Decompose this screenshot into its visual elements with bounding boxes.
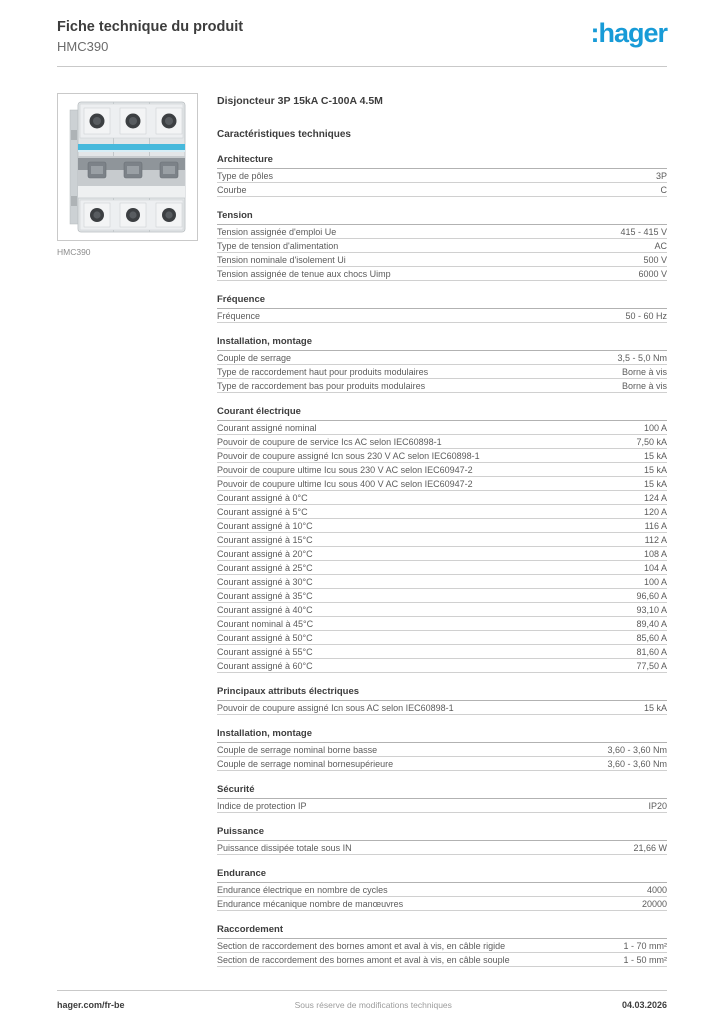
spec-label: Fréquence [217, 310, 261, 321]
spec-label: Pouvoir de coupure assigné Icn sous AC selon IEC60898-1 [217, 702, 454, 713]
spec-section-title: Endurance [217, 868, 667, 883]
spec-row [217, 267, 667, 281]
spec-value: Borne à vis [621, 366, 667, 377]
spec-label: Courant assigné à 35°C [217, 590, 313, 601]
spec-value: 1 - 70 mm² [623, 940, 667, 951]
spec-value: Borne à vis [621, 380, 667, 391]
spec-label: Couple de serrage nominal borne basse [217, 744, 378, 755]
spec-label: Tension nominale d'isolement Ui [217, 254, 346, 265]
spec-rows [217, 225, 667, 281]
spec-rows [217, 309, 667, 323]
spec-value: 120 A [643, 506, 667, 517]
spec-value: 3P [655, 170, 667, 181]
spec-rows [217, 799, 667, 813]
spec-section-title: Raccordement [217, 924, 667, 939]
characteristics-heading: Caractéristiques techniques [217, 129, 351, 140]
spec-section [217, 154, 667, 197]
spec-label: Type de raccordement bas pour produits modulaires [217, 380, 426, 391]
spec-value: 3,60 - 3,60 Nm [607, 758, 667, 769]
product-image-caption: HMC390 [57, 247, 91, 257]
product-title: Disjoncteur 3P 15kA C-100A 4.5M [217, 95, 383, 107]
spec-value: 3,60 - 3,60 Nm [607, 744, 667, 755]
spec-row [217, 799, 667, 813]
spec-section-title: Installation, montage [217, 728, 667, 743]
footer-disclaimer: Sous réserve de modifications techniques [294, 1000, 452, 1010]
spec-value: 4000 [646, 884, 667, 895]
spec-section [217, 728, 667, 771]
spec-row [217, 239, 667, 253]
spec-row [217, 659, 667, 673]
spec-label: Endurance mécanique nombre de manœuvres [217, 898, 404, 909]
specifications-column [217, 93, 667, 980]
spec-row [217, 617, 667, 631]
spec-section [217, 924, 667, 967]
spec-value: AC [654, 240, 667, 251]
spec-label: Courant assigné à 55°C [217, 646, 313, 657]
spec-section [217, 336, 667, 393]
spec-value: 100 A [643, 576, 667, 587]
spec-value: 112 A [644, 534, 667, 545]
spec-label: Type de raccordement haut pour produits modulaires [217, 366, 429, 377]
spec-value: 7,50 kA [636, 436, 667, 447]
spec-row [217, 183, 667, 197]
spec-section [217, 210, 667, 281]
spec-value: C [660, 184, 667, 195]
spec-value: 415 - 415 V [620, 226, 667, 237]
spec-label: Courant assigné nominal [217, 422, 317, 433]
spec-row [217, 379, 667, 393]
spec-rows [217, 351, 667, 393]
spec-rows [217, 701, 667, 715]
spec-value: 124 A [643, 492, 667, 503]
spec-row [217, 449, 667, 463]
page-header [57, 18, 667, 55]
spec-rows [217, 743, 667, 771]
footer-date: 04.03.2026 [621, 1000, 667, 1010]
spec-section-title: Tension [217, 210, 667, 225]
spec-value: IP20 [648, 800, 667, 811]
spec-rows [217, 939, 667, 967]
spec-label: Pouvoir de coupure ultime Icu sous 400 V AC selon IEC60947-2 [217, 478, 473, 489]
spec-row [217, 645, 667, 659]
spec-label: Pouvoir de coupure assigné Icn sous 230 V AC selon IEC60898-1 [217, 450, 480, 461]
spec-label: Courant assigné à 30°C [217, 576, 313, 587]
spec-row [217, 435, 667, 449]
spec-value: 15 kA [643, 702, 667, 713]
spec-rows [217, 421, 667, 673]
page-footer [57, 990, 667, 1010]
spec-label: Tension assignée d'emploi Ue [217, 226, 337, 237]
spec-label: Couple de serrage [217, 352, 292, 363]
product-image [57, 93, 198, 241]
spec-value: 100 A [643, 422, 667, 433]
spec-label: Courant assigné à 20°C [217, 548, 313, 559]
spec-row [217, 883, 667, 897]
spec-section-title: Installation, montage [217, 336, 667, 351]
spec-row [217, 743, 667, 757]
spec-value: 108 A [643, 548, 667, 559]
spec-value: 15 kA [643, 478, 667, 489]
spec-row [217, 463, 667, 477]
spec-rows [217, 841, 667, 855]
spec-label: Endurance électrique en nombre de cycles [217, 884, 388, 895]
circuit-breaker-illustration [64, 100, 191, 234]
spec-label: Puissance dissipée totale sous IN [217, 842, 352, 853]
spec-row [217, 561, 667, 575]
spec-row [217, 897, 667, 911]
footer-website: hager.com/fr-be [57, 1000, 125, 1010]
spec-row [217, 533, 667, 547]
spec-row [217, 547, 667, 561]
spec-sections [217, 154, 667, 967]
spec-value: 15 kA [643, 464, 667, 475]
spec-value: 89,40 A [636, 618, 667, 629]
spec-value: 81,60 A [636, 646, 667, 657]
spec-row [217, 505, 667, 519]
spec-label: Courant assigné à 40°C [217, 604, 313, 615]
spec-row [217, 365, 667, 379]
spec-section-title: Architecture [217, 154, 667, 169]
spec-section [217, 294, 667, 323]
spec-row [217, 519, 667, 533]
spec-value: 15 kA [643, 450, 667, 461]
hager-logo: :hager [590, 18, 667, 48]
spec-row [217, 589, 667, 603]
spec-label: Tension assignée de tenue aux chocs Uimp [217, 268, 391, 279]
spec-label: Type de tension d'alimentation [217, 240, 339, 251]
spec-row [217, 351, 667, 365]
spec-value: 21,66 W [633, 842, 667, 853]
spec-row [217, 477, 667, 491]
spec-label: Section de raccordement des bornes amont et aval à vis, en câble rigide [217, 940, 506, 951]
spec-label: Type de pôles [217, 170, 274, 181]
spec-label: Courant assigné à 5°C [217, 506, 308, 517]
spec-value: 104 A [643, 562, 667, 573]
spec-value: 96,60 A [636, 590, 667, 601]
spec-label: Courant assigné à 25°C [217, 562, 313, 573]
spec-row [217, 939, 667, 953]
spec-label: Courbe [217, 184, 247, 195]
spec-section [217, 826, 667, 855]
spec-label: Courant assigné à 60°C [217, 660, 313, 671]
spec-row [217, 701, 667, 715]
spec-label: Courant assigné à 10°C [217, 520, 313, 531]
main-content [57, 93, 667, 980]
spec-label: Pouvoir de coupure ultime Icu sous 230 V AC selon IEC60947-2 [217, 464, 473, 475]
spec-row [217, 757, 667, 771]
spec-value: 500 V [643, 254, 667, 265]
spec-label: Pouvoir de coupure de service Ics AC selon IEC60898-1 [217, 436, 442, 447]
spec-row [217, 225, 667, 239]
spec-value: 116 A [644, 520, 667, 531]
spec-row [217, 309, 667, 323]
spec-value: 6000 V [638, 268, 667, 279]
spec-label: Indice de protection IP [217, 800, 307, 811]
spec-row [217, 253, 667, 267]
spec-value: 50 - 60 Hz [625, 310, 667, 321]
spec-row [217, 631, 667, 645]
product-image-column [57, 93, 198, 980]
spec-label: Courant assigné à 0°C [217, 492, 308, 503]
spec-section-title: Courant électrique [217, 406, 667, 421]
spec-section-title: Puissance [217, 826, 667, 841]
spec-label: Couple de serrage nominal bornesupérieure [217, 758, 394, 769]
spec-value: 77,50 A [636, 660, 667, 671]
spec-label: Courant nominal à 45°C [217, 618, 314, 629]
spec-row [217, 953, 667, 967]
spec-row [217, 421, 667, 435]
product-reference: HMC390 [57, 38, 109, 54]
spec-row [217, 491, 667, 505]
header-title-block [57, 18, 243, 55]
spec-section [217, 868, 667, 911]
spec-section [217, 784, 667, 813]
spec-row [217, 603, 667, 617]
spec-rows [217, 883, 667, 911]
spec-section [217, 686, 667, 715]
spec-value: 3,5 - 5,0 Nm [617, 352, 667, 363]
spec-section-title: Sécurité [217, 784, 667, 799]
spec-section-title: Fréquence [217, 294, 667, 309]
spec-label: Courant assigné à 50°C [217, 632, 313, 643]
header-divider [57, 66, 667, 67]
spec-value: 1 - 50 mm² [623, 954, 667, 965]
spec-value: 85,60 A [636, 632, 667, 643]
spec-label: Section de raccordement des bornes amont et aval à vis, en câble souple [217, 954, 510, 965]
document-title: Fiche technique du produit [57, 19, 244, 35]
spec-rows [217, 169, 667, 197]
spec-value: 93,10 A [636, 604, 667, 615]
spec-section [217, 406, 667, 673]
spec-row [217, 169, 667, 183]
spec-row [217, 575, 667, 589]
spec-value: 20000 [641, 898, 667, 909]
spec-section-title: Principaux attributs électriques [217, 686, 667, 701]
spec-row [217, 841, 667, 855]
spec-label: Courant assigné à 15°C [217, 534, 313, 545]
